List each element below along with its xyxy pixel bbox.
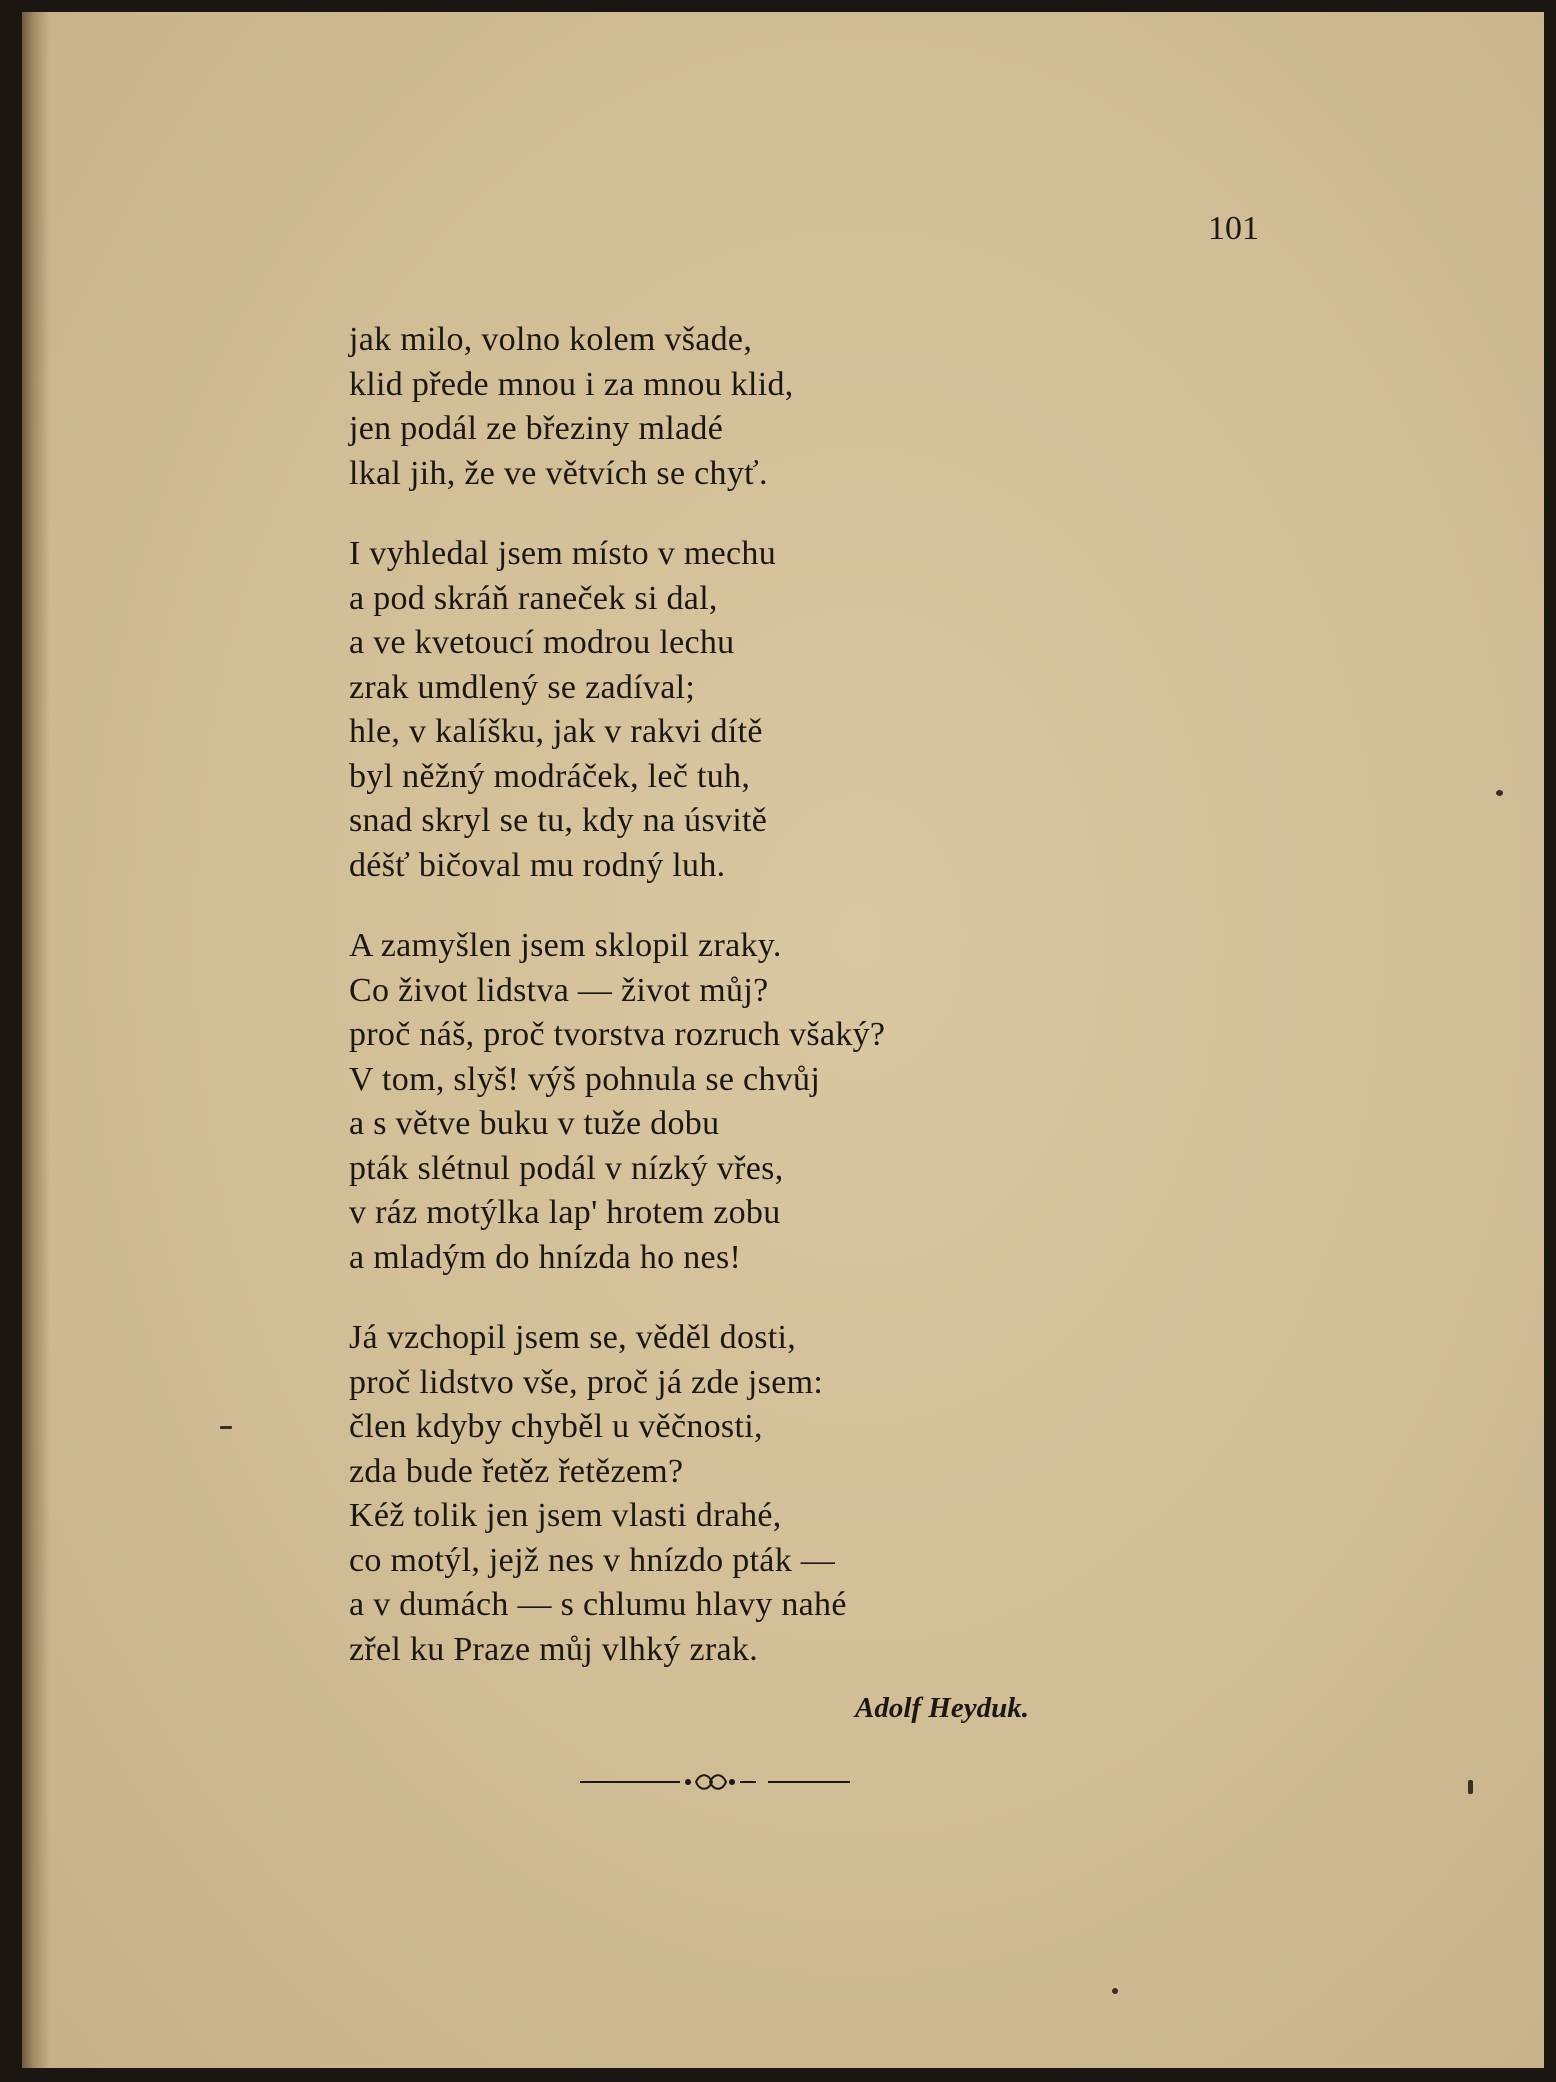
stanza <box>349 1316 885 1672</box>
poem-line: déšť bičoval mu rodný luh. <box>349 846 726 884</box>
poem-line: v ráz motýlka lap' hrotem zobu <box>349 1194 781 1231</box>
poem-line: byl něžný modráček, leč tuh, <box>349 757 751 795</box>
poem-text <box>349 318 885 1708</box>
poem-line: Kéž tolik jen jsem vlasti drahé, <box>349 1497 782 1534</box>
poem-line: lkal jih, že ve větvích se chyť. <box>349 454 768 492</box>
page-number: 101 <box>1208 210 1259 247</box>
poem-line: a v dumách — s chlumu hlavy nahé <box>349 1586 847 1623</box>
poem-line: klid přede mnou i za mnou klid, <box>349 365 794 403</box>
poem-line: a pod skráň raneček si dal, <box>349 579 718 617</box>
poem-line: pták slétnul podál v nízký vřes, <box>349 1149 784 1187</box>
ornament-divider <box>580 1769 850 1795</box>
poem-line: A zamyšlen jsem sklopil zraky. <box>349 927 782 964</box>
poem-line: zřel ku Praze můj vlhký zrak. <box>349 1630 758 1668</box>
poem-line: člen kdyby chyběl u věčnosti, <box>349 1408 763 1445</box>
poem-line: a mladým do hnízda ho nes! <box>349 1238 742 1276</box>
poem-line: jen podál ze březiny mladé <box>349 410 724 447</box>
poem-line: Co život lidstva — život můj? <box>349 971 769 1009</box>
stanza <box>349 924 885 1280</box>
poem-line: proč lidstvo vše, proč já zde jsem: <box>349 1363 824 1401</box>
poem-line: I vyhledal jsem místo v mechu <box>349 535 777 572</box>
poem-line: jak milo, volno kolem všade, <box>349 321 753 358</box>
poem-line: zrak umdlený se zadíval; <box>349 668 696 706</box>
stanza <box>349 318 885 496</box>
poem-line: a s větve buku v tuže dobu <box>349 1105 720 1142</box>
page-gutter-shadow <box>22 12 50 2068</box>
poem-line: snad skryl se tu, kdy na úsvitě <box>349 802 768 839</box>
poem-line: co motýl, jejž nes v hnízdo pták — <box>349 1541 836 1579</box>
author-signature: Adolf Heyduk. <box>855 1692 1029 1724</box>
stanza <box>349 532 885 888</box>
poem-line: proč náš, proč tvorstva rozruch všaký? <box>349 1016 886 1053</box>
paper-speck <box>1496 790 1503 796</box>
poem-line: zda bude řetěz řetězem? <box>349 1452 684 1490</box>
poem-line: V tom, slyš! výš pohnula se chvůj <box>349 1060 821 1098</box>
poem-line: Já vzchopil jsem se, věděl dosti, <box>349 1319 797 1356</box>
poem-line: hle, v kalíšku, jak v rakvi dítě <box>349 713 763 750</box>
paper-speck <box>220 1426 232 1429</box>
paper-speck <box>1112 1988 1118 1994</box>
poem-line: a ve kvetoucí modrou lechu <box>349 624 735 661</box>
book-page <box>22 12 1544 2068</box>
paper-speck <box>1468 1780 1473 1794</box>
